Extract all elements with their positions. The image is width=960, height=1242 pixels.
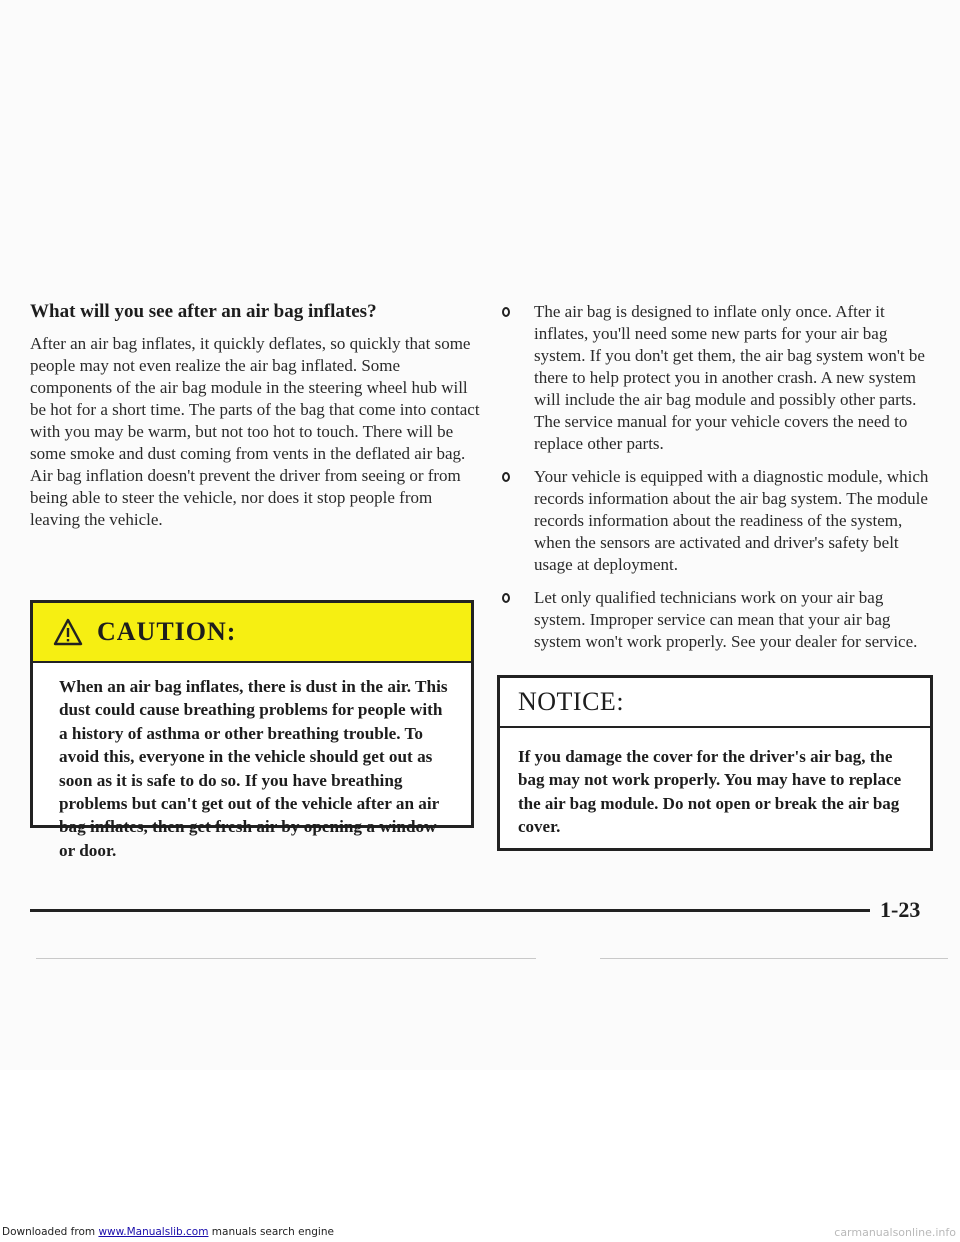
watermark: carmanualsonline.info [834, 1226, 956, 1239]
bottom-margin [0, 1070, 960, 1242]
list-item [502, 301, 932, 455]
bullet-icon [502, 472, 510, 482]
section-heading: What will you see after an air bag inflates? [30, 301, 377, 322]
caution-header [33, 603, 471, 663]
footer-rule [30, 909, 870, 912]
notice-title: NOTICE: [518, 687, 625, 716]
download-note-suffix: manuals search engine [208, 1226, 334, 1238]
notice-header [500, 678, 930, 728]
divider [600, 958, 948, 959]
list-item [502, 587, 932, 653]
list-item-text: Let only qualified technicians work on your air bag system. Improper service can mean that your air bag system won't work properly. See your dealer for service. [534, 588, 918, 651]
list-item-text: Your vehicle is equipped with a diagnostic module, which records information about the air bag system. The module records information about the readiness of the system, when the sensors are activated and driver's safety belt usage at deployment. [534, 467, 929, 574]
list-item [502, 466, 932, 576]
notice-box [497, 675, 933, 851]
list-item-text: The air bag is designed to inflate only once. After it inflates, you'll need some new parts for your air bag system. If you don't get them, the air bag system won't be there to help protect you in another crash. A new system will include the air bag module and possibly other parts. The service manual for your vehicle covers the need to replace other parts. [534, 302, 925, 453]
caution-text: When an air bag inflates, there is dust in the air. This dust could cause breathing problems for people with a history of asthma or other breathing trouble. To avoid this, everyone in the vehicle should get out as soon as it is safe to do so. If you have breathing problems but can't get out of the vehicle after an air bag inflates, then get fresh air by opening a window or door. [59, 677, 448, 860]
bullet-list [502, 301, 932, 664]
intro-paragraph: After an air bag inflates, it quickly deflates, so quickly that some people may not even realize the air bag inflated. Some components of the air bag module in the steering wheel hub will be hot for a short time. The parts of the bag that come into contact with you may be warm, but not too hot to touch. There will be some smoke and dust coming from vents in the deflated air bag. Air bag inflation doesn't prevent the driver from seeing or from being able to steer the vehicle, nor does it stop people from leaving the vehicle. [30, 334, 480, 529]
caution-box [30, 600, 474, 860]
warning-triangle-icon [53, 618, 83, 646]
divider [36, 958, 536, 959]
download-note [2, 1226, 334, 1238]
bullet-icon [502, 593, 510, 603]
page-number: 1-23 [880, 897, 921, 922]
caution-title: CAUTION: [97, 617, 237, 646]
notice-text: If you damage the cover for the driver's air bag, the bag may not work properly. You may have to replace the air bag module. Do not open or break the air bag cover. [518, 747, 902, 837]
download-note-prefix: Downloaded from [2, 1226, 99, 1238]
manualslib-link[interactable]: www.Manualslib.com [98, 1226, 209, 1238]
bullet-icon [502, 307, 510, 317]
